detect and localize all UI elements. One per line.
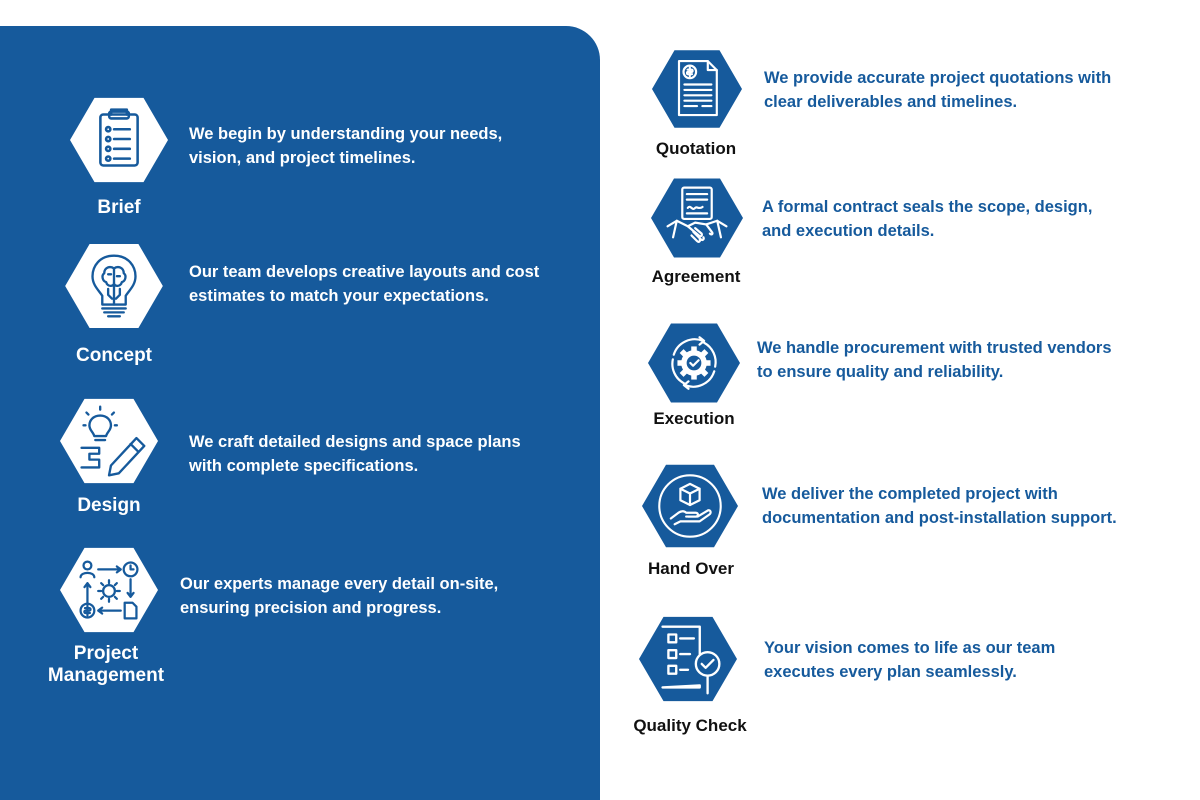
step-title-concept: Concept	[76, 345, 152, 366]
step-title-brief: Brief	[97, 197, 141, 218]
step-title-quotation: Quotation	[655, 139, 737, 158]
step-title-hand-over: Hand Over	[648, 559, 734, 578]
description-line: We begin by understanding your needs,	[189, 125, 503, 143]
step-description-hand-over	[762, 482, 1182, 530]
step-description-design	[189, 430, 589, 478]
step-title-agreement: Agreement	[651, 267, 741, 286]
step-title-project-management	[36, 643, 176, 687]
step-title-design: Design	[77, 495, 141, 516]
gear-cycle-icon	[648, 323, 740, 403]
step-title-quality-check: Quality Check	[633, 716, 747, 735]
title-line: Management	[47, 665, 165, 686]
clipboard-checklist-icon	[70, 97, 168, 183]
idea-pencil-icon	[60, 398, 158, 484]
description-line: and execution details.	[762, 222, 935, 240]
description-line: We deliver the completed project with	[762, 485, 1058, 503]
hand-box-delivery-icon	[642, 464, 738, 548]
step-description-concept	[189, 260, 589, 308]
step-description-project-management	[180, 572, 580, 620]
invoice-document-icon	[652, 50, 742, 128]
step-title-execution: Execution	[653, 409, 735, 428]
description-line: We craft detailed designs and space plans	[189, 433, 521, 451]
description-line: We handle procurement with trusted vendors	[757, 339, 1112, 357]
description-line: Our experts manage every detail on-site,	[180, 575, 499, 593]
workflow-process-icon	[60, 547, 158, 633]
step-description-brief	[189, 122, 589, 170]
title-line: Project	[73, 643, 139, 664]
step-description-agreement	[762, 195, 1182, 243]
step-description-quality-check	[764, 636, 1184, 684]
description-line: to ensure quality and reliability.	[757, 363, 1004, 381]
description-line: We provide accurate project quotations with	[764, 69, 1112, 87]
description-line: ensuring precision and progress.	[180, 599, 442, 617]
description-line: vision, and project timelines.	[189, 149, 416, 167]
step-description-quotation	[764, 66, 1184, 114]
description-line: with complete specifications.	[189, 457, 419, 475]
description-line: clear deliverables and timelines.	[764, 93, 1018, 111]
description-line: A formal contract seals the scope, design,	[762, 198, 1093, 216]
description-line: documentation and post-installation support.	[762, 509, 1117, 527]
description-line: Your vision comes to life as our team	[764, 639, 1056, 657]
step-description-execution	[757, 336, 1177, 384]
description-line: executes every plan seamlessly.	[764, 663, 1017, 681]
description-line: Our team develops creative layouts and cost	[189, 263, 540, 281]
brain-lightbulb-icon	[65, 244, 163, 328]
description-line: estimates to match your expectations.	[189, 287, 489, 305]
handshake-contract-icon	[651, 178, 743, 258]
checklist-magnifier-icon	[639, 616, 737, 702]
